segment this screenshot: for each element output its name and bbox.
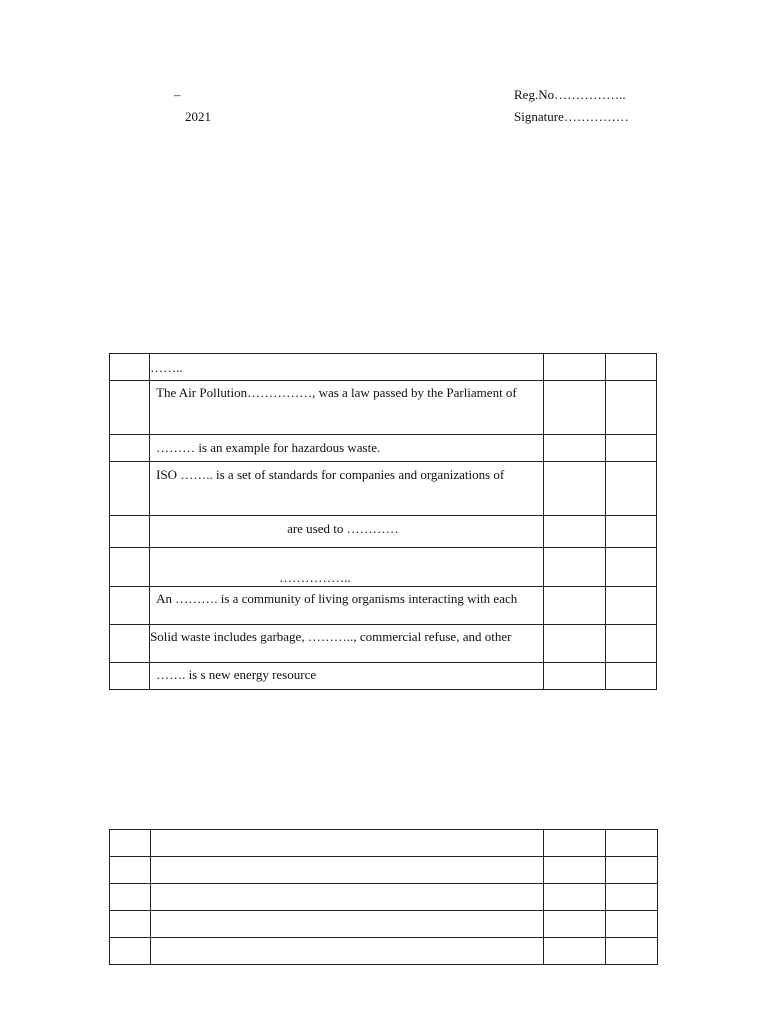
question-text: are used to ………… xyxy=(287,521,399,536)
marks-cell xyxy=(605,354,656,381)
table-row xyxy=(110,663,657,690)
answer-cell xyxy=(543,663,605,690)
marks-cell xyxy=(605,663,656,690)
table-row xyxy=(110,911,658,938)
number-cell xyxy=(110,516,150,548)
reg-no-field: Reg.No…………….. xyxy=(514,87,626,102)
answer-cell xyxy=(543,354,605,381)
answer-cell xyxy=(544,830,606,857)
question-cell xyxy=(150,435,544,462)
table-row xyxy=(110,857,658,884)
marks-cell xyxy=(605,625,656,663)
question-text: ISO …….. is a set of standards for companies and organizations of xyxy=(156,467,505,482)
number-cell xyxy=(110,354,150,381)
header-dash: – xyxy=(174,87,181,102)
table-row xyxy=(110,548,657,587)
table-row xyxy=(110,938,658,965)
question-text: Solid waste includes garbage, ……….., commercial refuse, and other xyxy=(150,629,512,644)
question-text: ……… is an example for hazardous waste. xyxy=(156,440,381,455)
number-cell xyxy=(110,884,151,911)
answer-cell xyxy=(543,625,605,663)
number-cell xyxy=(110,830,151,857)
table-row xyxy=(110,830,658,857)
marks-cell xyxy=(605,462,656,516)
question-cell xyxy=(151,830,544,857)
marks-cell xyxy=(606,857,658,884)
answer-cell xyxy=(543,516,605,548)
answer-cell xyxy=(543,435,605,462)
answer-cell xyxy=(544,911,606,938)
table-row xyxy=(110,354,657,381)
marks-cell xyxy=(605,435,656,462)
table-row xyxy=(110,435,657,462)
answer-cell xyxy=(543,587,605,625)
question-cell xyxy=(151,938,544,965)
table-row xyxy=(110,516,657,548)
table-row xyxy=(110,462,657,516)
number-cell xyxy=(110,587,150,625)
marks-cell xyxy=(605,381,656,435)
question-cell xyxy=(150,625,544,663)
marks-cell xyxy=(606,938,658,965)
questions-table xyxy=(109,353,657,690)
number-cell xyxy=(110,435,150,462)
marks-cell xyxy=(606,884,658,911)
number-cell xyxy=(110,462,150,516)
question-text: …….. xyxy=(150,360,183,375)
header-year: 2021 xyxy=(185,109,211,124)
table-row xyxy=(110,587,657,625)
question-cell xyxy=(151,884,544,911)
number-cell xyxy=(110,663,150,690)
question-cell xyxy=(150,663,544,690)
number-cell xyxy=(110,625,150,663)
blank-answer-table xyxy=(109,829,658,965)
question-cell xyxy=(150,462,544,516)
marks-cell xyxy=(605,548,656,587)
question-text: ……. is s new energy resource xyxy=(156,667,317,682)
answer-cell xyxy=(543,381,605,435)
answer-cell xyxy=(544,884,606,911)
question-text: The Air Pollution……………, was a law passed by the Parliament of xyxy=(156,385,517,400)
number-cell xyxy=(110,938,151,965)
number-cell xyxy=(110,857,151,884)
marks-cell xyxy=(605,516,656,548)
marks-cell xyxy=(606,911,658,938)
number-cell xyxy=(110,911,151,938)
question-cell xyxy=(151,857,544,884)
question-text: An ………. is a community of living organisms interacting with each xyxy=(156,591,518,606)
question-cell xyxy=(150,548,544,587)
question-cell xyxy=(150,516,544,548)
table-row xyxy=(110,884,658,911)
signature-field: Signature…………… xyxy=(514,109,629,124)
question-cell xyxy=(150,354,544,381)
answer-cell xyxy=(544,857,606,884)
number-cell xyxy=(110,548,150,587)
marks-cell xyxy=(606,830,658,857)
answer-cell xyxy=(543,462,605,516)
table-row xyxy=(110,381,657,435)
marks-cell xyxy=(605,587,656,625)
table-row xyxy=(110,625,657,663)
question-cell xyxy=(151,911,544,938)
question-text: …………….. xyxy=(279,570,351,585)
question-cell xyxy=(150,381,544,435)
answer-cell xyxy=(544,938,606,965)
question-cell xyxy=(150,587,544,625)
number-cell xyxy=(110,381,150,435)
answer-cell xyxy=(543,548,605,587)
